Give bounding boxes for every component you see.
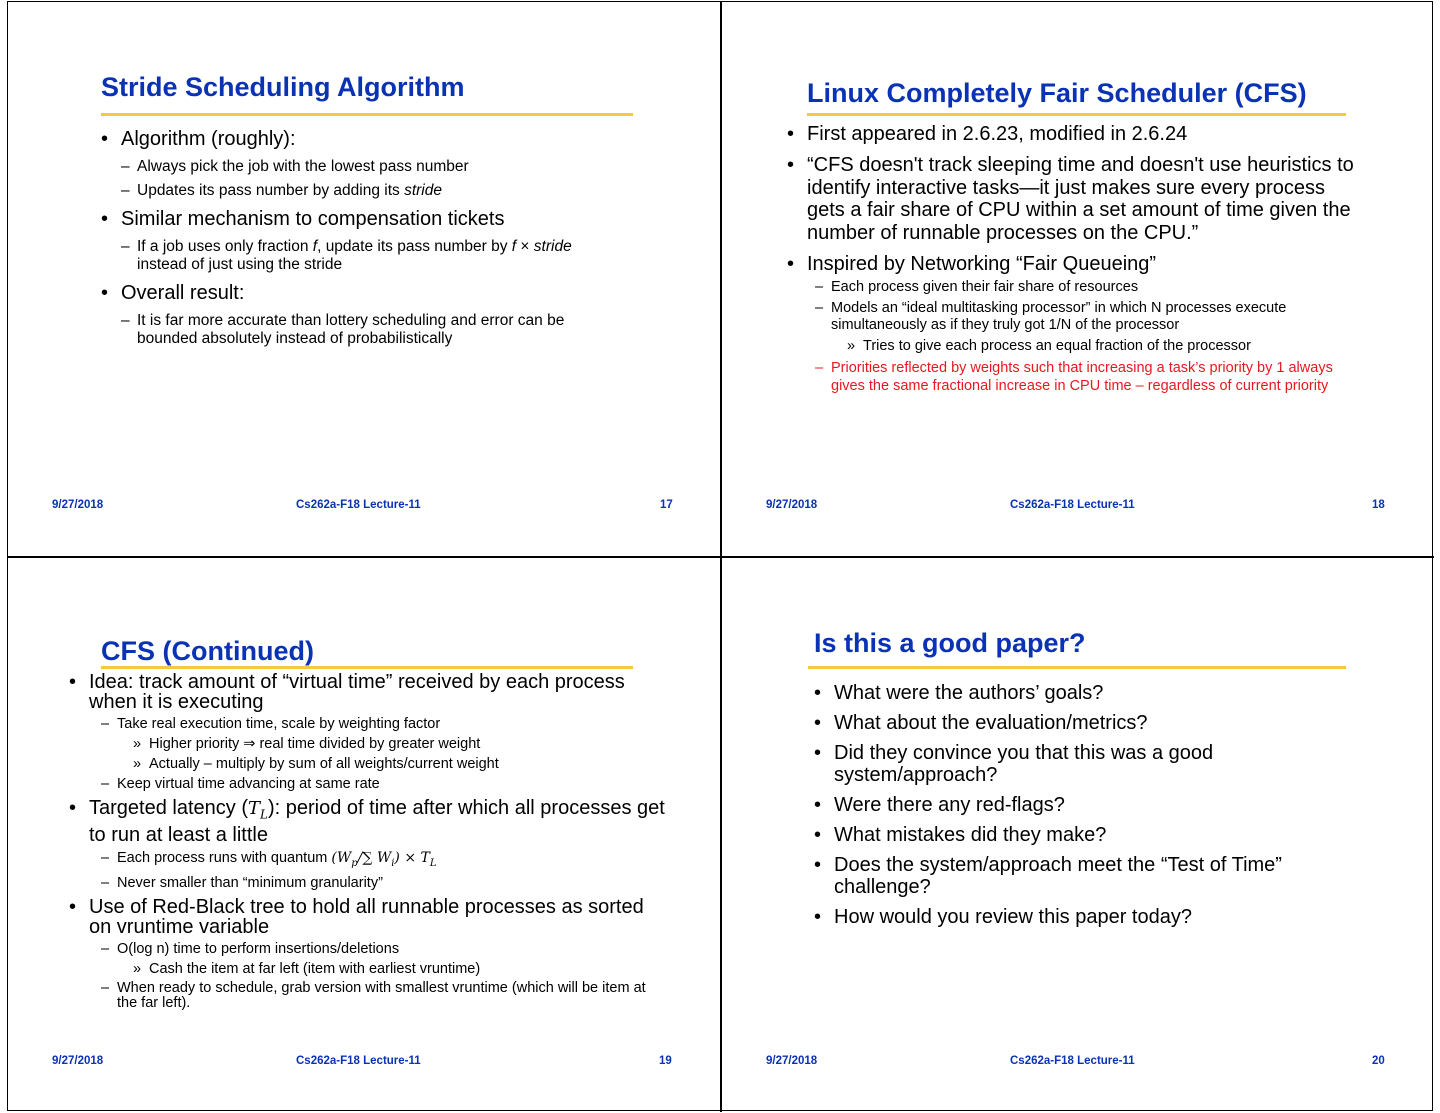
bullet: • First appeared in 2.6.23, modified in 2.6.24 bbox=[787, 123, 1367, 145]
footer-course: Cs262a-F18 Lecture-11 bbox=[296, 1055, 421, 1067]
sub-sub-bullet: » Tries to give each process an equal fraction of the processor bbox=[847, 338, 1367, 355]
bullet bbox=[101, 208, 621, 274]
sub-bullet bbox=[101, 849, 669, 873]
title-underline bbox=[808, 666, 1346, 669]
highlighted-sub-bullet: – Priorities reflected by weights such that increasing a task’s priority by 1 always gives the same fractional increase in CPU time – regardless of current priority bbox=[815, 360, 1367, 395]
sub-bullet bbox=[121, 182, 621, 200]
slide-number: 18 bbox=[1372, 499, 1385, 511]
bullet-list bbox=[814, 682, 1334, 936]
slide-19 bbox=[8, 558, 721, 1113]
sub-bullet-text: , update its pass number by bbox=[317, 238, 512, 255]
bullet: • What about the evaluation/metrics? bbox=[814, 712, 1334, 734]
footer-course: Cs262a-F18 Lecture-11 bbox=[296, 499, 421, 511]
bullet: • “CFS doesn't track sleeping time and doesn't use heuristics to identify interactive tasks—it just makes sure every process gets a fair share of CPU within a set amount of time given the number of runnable processes on the CPU.” bbox=[787, 154, 1367, 244]
footer-date: 9/27/2018 bbox=[52, 499, 104, 511]
sub-bullet: – Each process given their fair share of resources bbox=[815, 279, 1367, 296]
bullet-text: Overall result: bbox=[121, 282, 245, 304]
slide-title: Stride Scheduling Algorithm bbox=[101, 72, 465, 102]
sub-bullet bbox=[121, 238, 621, 274]
sub-bullet-text: Take real execution time, scale by weighting factor bbox=[117, 716, 441, 732]
slide-17 bbox=[8, 2, 721, 557]
slide-number: 17 bbox=[660, 499, 673, 511]
title-underline bbox=[101, 666, 633, 669]
footer-date: 9/27/2018 bbox=[766, 1055, 818, 1067]
bullet-text: Algorithm (roughly): bbox=[121, 128, 296, 150]
bullet-text: Similar mechanism to compensation tickets bbox=[121, 208, 505, 230]
slide-title: CFS (Continued) bbox=[101, 636, 314, 666]
bullet: • Were there any red-flags? bbox=[814, 794, 1334, 816]
bullet bbox=[69, 672, 669, 793]
sub-sub-bullet: » Cash the item at far left (item with earliest vruntime) bbox=[133, 961, 669, 978]
emphasis-text: f bbox=[312, 238, 318, 255]
bullet-text: Targeted latency ( bbox=[89, 797, 248, 819]
emphasis-text: stride bbox=[533, 238, 572, 255]
sub-bullet-text: Each process runs with quantum bbox=[117, 849, 332, 866]
slide-20 bbox=[722, 558, 1435, 1113]
slide-number: 19 bbox=[659, 1055, 672, 1067]
footer-course: Cs262a-F18 Lecture-11 bbox=[1010, 499, 1135, 511]
quantum-formula: ($W_p/\sum$ $W_i) \times T_L$ bbox=[331, 849, 437, 869]
slide-number: 20 bbox=[1372, 1055, 1385, 1067]
sub-bullet: – Always pick the job with the lowest pass number bbox=[121, 158, 621, 176]
bullet: • How would you review this paper today? bbox=[814, 906, 1334, 928]
bullet bbox=[101, 282, 621, 348]
slide-title: Is this a good paper? bbox=[814, 628, 1086, 658]
bullet bbox=[787, 253, 1367, 395]
sub-sub-bullet: » Higher priority ⇒ real time divided by greater weight bbox=[133, 736, 669, 753]
bullet: • What were the authors’ goals? bbox=[814, 682, 1334, 704]
bullet-text: Inspired by Networking “Fair Queueing” bbox=[807, 253, 1157, 275]
footer-course: Cs262a-F18 Lecture-11 bbox=[1010, 1055, 1135, 1067]
sub-bullet-text: If a job uses only fraction bbox=[137, 238, 313, 255]
sub-bullet: – Keep virtual time advancing at same rate bbox=[101, 776, 669, 793]
footer-date: 9/27/2018 bbox=[52, 1055, 104, 1067]
bullet: • Did they convince you that this was a good system/approach? bbox=[814, 742, 1334, 786]
sub-bullet-text: O(log n) time to perform insertions/deletions bbox=[117, 941, 400, 958]
math-symbol: $T_L$ bbox=[247, 798, 268, 822]
sub-bullet-text: Updates its pass number by adding its bbox=[137, 182, 405, 199]
bullet bbox=[69, 897, 669, 1011]
bullet-list bbox=[69, 672, 669, 1016]
sub-bullet-text: instead of just using the stride bbox=[137, 256, 343, 273]
sub-bullet: – It is far more accurate than lottery scheduling and error can be bounded absolutely instead of probabilistically bbox=[121, 312, 621, 348]
sub-bullet bbox=[101, 716, 669, 773]
footer-date: 9/27/2018 bbox=[766, 499, 818, 511]
bullet-list bbox=[101, 128, 621, 356]
title-underline bbox=[101, 113, 633, 116]
sub-bullet-text: Models an “ideal multitasking processor” in which N processes execute simultaneously as if they truly got 1/N of the processor bbox=[831, 300, 1287, 333]
sub-bullet bbox=[101, 941, 669, 978]
bullet bbox=[101, 128, 621, 200]
bullet-list bbox=[787, 123, 1367, 403]
sub-sub-bullet: » Actually – multiply by sum of all weights/current weight bbox=[133, 756, 669, 773]
bullet bbox=[69, 798, 669, 892]
title-underline bbox=[807, 113, 1346, 116]
bullet-text: Use of Red-Black tree to hold all runnable processes as sorted on vruntime variable bbox=[89, 896, 644, 939]
sub-bullet: – Never smaller than “minimum granularity” bbox=[101, 875, 669, 892]
sub-bullet: – When ready to schedule, grab version with smallest vruntime (which will be item at the far left). bbox=[101, 981, 669, 1011]
sub-bullet-text: × bbox=[516, 238, 534, 255]
emphasis-text: stride bbox=[404, 182, 442, 199]
bullet: • Does the system/approach meet the “Test of Time” challenge? bbox=[814, 854, 1334, 898]
sub-bullet bbox=[815, 300, 1367, 355]
bullet: • What mistakes did they make? bbox=[814, 824, 1334, 846]
bullet-text: Idea: track amount of “virtual time” received by each process when it is executing bbox=[89, 671, 625, 713]
bullet-text: ): period of time after which all processes get to run at least a little bbox=[89, 797, 665, 846]
slide-title: Linux Completely Fair Scheduler (CFS) bbox=[807, 78, 1307, 108]
slide-18 bbox=[722, 2, 1435, 557]
emphasis-text: f bbox=[511, 238, 517, 255]
